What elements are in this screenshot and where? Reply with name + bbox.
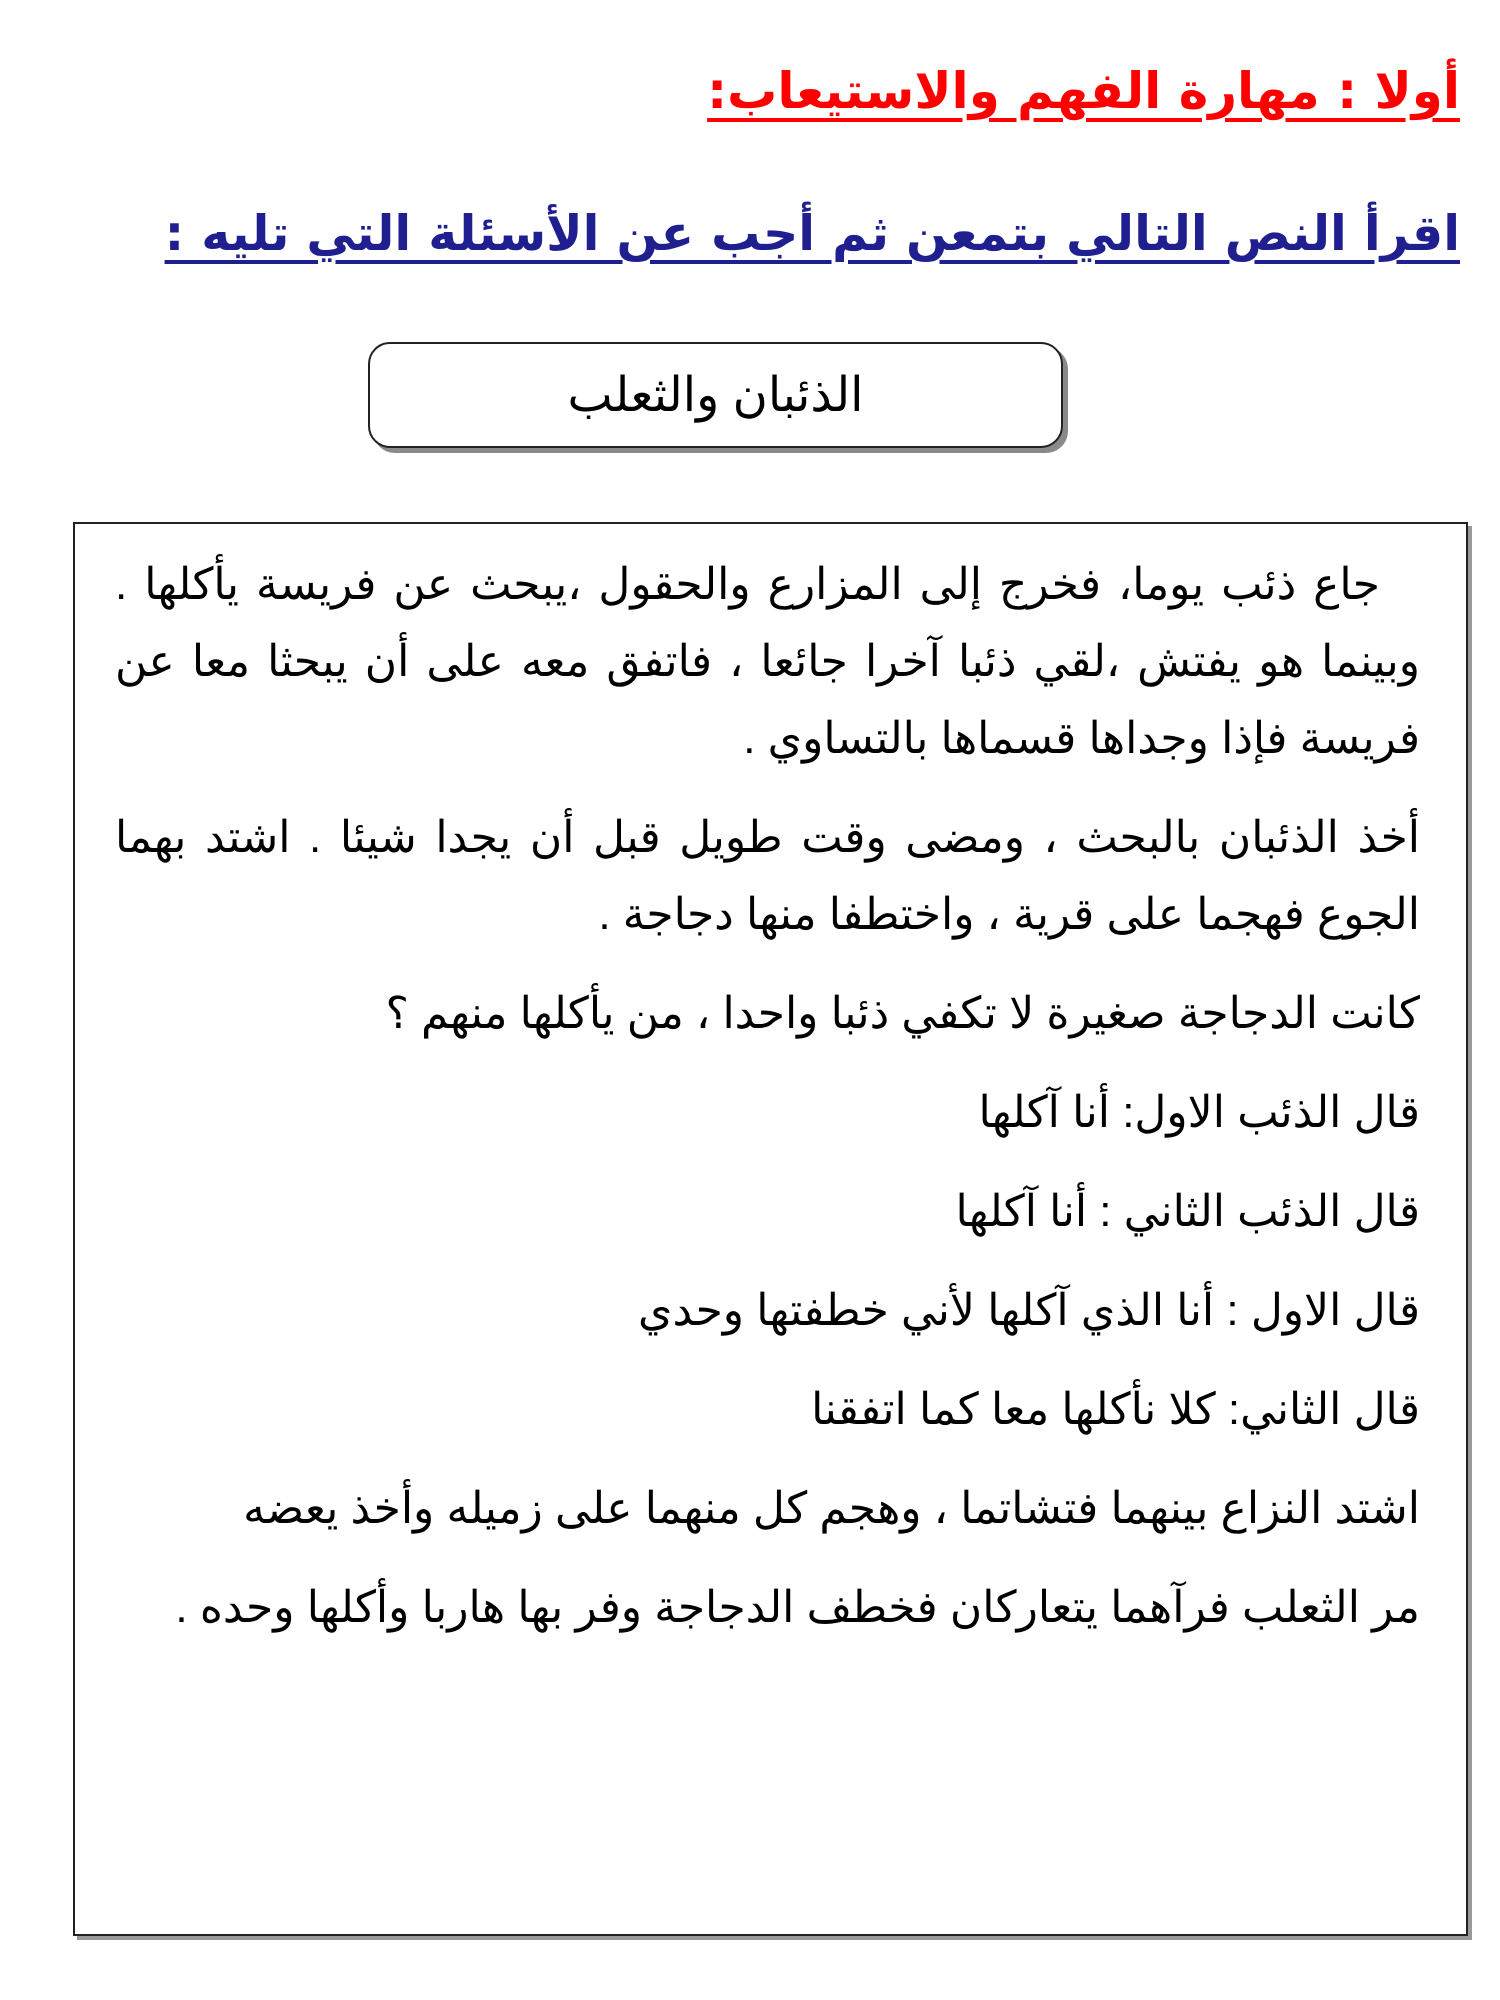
story-paragraph: قال الثاني: كلا نأكلها معا كما اتفقنا xyxy=(811,1385,1420,1434)
story-paragraph: مر الثعلب فرآهما يتعاركان فخطف الدجاجة وفر بها هاربا وأكلها وحده . xyxy=(175,1583,1420,1632)
story-paragraph: أخذ الذئبان بالبحث ، ومضى وقت طويل قبل أن يجدا شيئا . اشتد بهما الجوع فهجما على قرية ، واختطفا منها دجاجة . xyxy=(115,813,1420,939)
story-paragraph: اشتد النزاع بينهما فتشاتما ، وهجم كل منهما على زميله وأخذ يعضه xyxy=(243,1484,1420,1533)
instruction-heading xyxy=(40,205,1460,262)
story-title: الذئبان والثعلب xyxy=(567,369,864,422)
story-text-box xyxy=(73,522,1468,1936)
story-paragraph: قال الذئب الاول: أنا آكلها xyxy=(978,1088,1420,1137)
story-paragraph: قال الاول : أنا الذي آكلها لأني خطفتها وحدي xyxy=(638,1286,1420,1335)
story-paragraph: جاع ذئب يوما، فخرج إلى المزارع والحقول ،يبحث عن فريسة يأكلها . وبينما هو يفتش ،لقي ذئبا آخرا جائعا ، فاتفق معه على أن يبحثا معا عن فريسة فإذا وجداها قسماها بالتساوي . xyxy=(115,560,1420,763)
section-heading-text: أولا : مهارة الفهم والاستيعاب: xyxy=(707,62,1460,120)
story-paragraph: قال الذئب الثاني : أنا آكلها xyxy=(955,1187,1420,1236)
section-heading xyxy=(40,62,1460,120)
story-title-box xyxy=(368,342,1063,448)
story-paragraph: كانت الدجاجة صغيرة لا تكفي ذئبا واحدا ، من يأكلها منهم ؟ xyxy=(385,989,1420,1038)
instruction-heading-text: اقرأ النص التالي بتمعن ثم أجب عن الأسئلة التي تليه : xyxy=(164,205,1460,262)
